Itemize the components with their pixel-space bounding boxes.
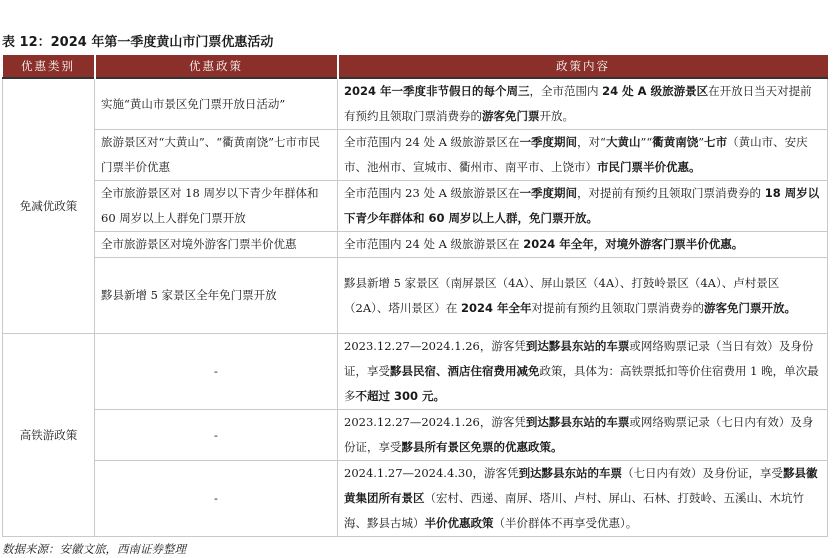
content-cell xyxy=(338,461,828,537)
body-text: 全市范围内 24 处 A 级旅游景区在 xyxy=(344,135,520,149)
body-text: （宏村、西递、南屏、塔川、卢村、屏山、石林、打鼓岭、五溪山、木坑竹海、黟县古城） xyxy=(344,491,804,530)
data-source-note: 数据来源：安徽文旅，西南证券整理 xyxy=(2,542,186,556)
table-row xyxy=(3,181,828,232)
emphasis-text: 黟县民宿、酒店住宿费用减免 xyxy=(390,364,540,378)
body-text: （七日内有效）及身份证，享受 xyxy=(622,466,784,480)
body-text: ，全市范围内 xyxy=(529,84,603,98)
policy-cell: 黟县新增 5 家景区全年免门票开放 xyxy=(95,258,338,334)
body-text: （半价群体不再享受优惠）。 xyxy=(493,516,638,530)
emphasis-text: 游客免门票开放。 xyxy=(704,300,797,315)
emphasis-text: 黟县徽黄集团所有景区 xyxy=(344,466,818,505)
emphasis-text: 市民门票半价优惠。 xyxy=(597,160,701,174)
body-text: 对提前有预约且领取门票消费券的 xyxy=(531,300,705,315)
content-cell xyxy=(338,258,828,334)
body-text: 黟县新增 5 家景区（南屏景区（4A）、屏山景区（4A）、打鼓岭景区（4A）、卢村景区（2A）、塔川景区）在 xyxy=(344,275,780,315)
table-row xyxy=(3,461,828,537)
policy-cell: 全市旅游景区对境外游客门票半价优惠 xyxy=(95,232,338,258)
category-cell: 免减优政策 xyxy=(3,78,95,334)
emphasis-text: 一季度期间 xyxy=(519,186,578,200)
policy-cell: - xyxy=(95,410,338,461)
emphasis-text: 18 周岁以下青少年群体和 60 周岁以上人群，免门票开放。 xyxy=(344,186,820,225)
table-row xyxy=(3,232,828,258)
policy-cell: - xyxy=(95,334,338,410)
table-row xyxy=(3,410,828,461)
emphasis-text: 黟县所有景区免票的优惠政策。 xyxy=(401,440,563,454)
category-cell: 高铁游政策 xyxy=(3,334,95,537)
emphasis-text: 到达黟县东站的车票 xyxy=(525,415,630,429)
body-text: 2023.12.27—2024.1.26，游客凭 xyxy=(344,339,526,353)
emphasis-text: 2024 年全年，对境外游客门票半价优惠。 xyxy=(523,237,744,251)
content-cell xyxy=(338,334,828,410)
emphasis-text: 游客免门票 xyxy=(482,109,540,123)
header-category: 优惠类别 xyxy=(3,55,95,78)
emphasis-text: 衢黄南饶 xyxy=(652,135,699,149)
emphasis-text: 一季度期间 xyxy=(519,135,578,149)
table-header-row xyxy=(3,55,828,78)
policy-cell: - xyxy=(95,461,338,537)
policy-cell: 全市旅游景区对 18 周岁以下青少年群体和 60 周岁以上人群免门票开放 xyxy=(95,181,338,232)
body-text: （黄山市、安庆市、池州市、宣城市、衢州市、南平市、上饶市） xyxy=(344,135,808,174)
discount-policy-table xyxy=(2,55,828,537)
policy-cell: 实施“黄山市景区免门票开放日活动” xyxy=(95,78,338,130)
table-row xyxy=(3,78,828,130)
emphasis-text: 到达黟县东站的车票 xyxy=(525,339,630,353)
body-text: 或网络购票记录（当日有效）及身份证，享受 xyxy=(344,339,814,378)
content-cell xyxy=(338,78,828,130)
emphasis-text: 不超过 300 元。 xyxy=(355,389,446,403)
content-cell xyxy=(338,410,828,461)
body-text: ”“ xyxy=(640,135,653,149)
body-text: 开放。 xyxy=(539,109,574,123)
header-content: 政策内容 xyxy=(338,55,828,78)
body-text: 在开放日当天对提前有预约且领取门票消费券的 xyxy=(344,84,812,123)
policy-cell: 旅游景区对“大黄山”、“衢黄南饶”七市市民门票半价优惠 xyxy=(95,130,338,181)
body-text: 全市范围内 24 处 A 级旅游景区在 xyxy=(344,237,524,251)
table-row xyxy=(3,130,828,181)
body-text: 或网络购票记录（七日内有效）及身份证，享受 xyxy=(344,415,814,454)
emphasis-text: 2024 年全年 xyxy=(461,300,532,315)
body-text: ” xyxy=(698,135,705,149)
table-row xyxy=(3,258,828,334)
emphasis-text: 2024 年一季度非节假日的每个周三 xyxy=(344,84,530,98)
table-caption: 表 12：2024 年第一季度黄山市门票优惠活动 xyxy=(2,35,274,50)
emphasis-text: 大黄山 xyxy=(605,135,641,149)
emphasis-text: 半价优惠政策 xyxy=(424,516,494,530)
body-text: ，对提前有预约且领取门票消费券的 xyxy=(577,186,765,200)
body-text: 2024.1.27—2024.4.30，游客凭 xyxy=(344,466,519,480)
body-text: ，对“ xyxy=(577,135,606,149)
body-text: 全市范围内 23 处 A 级旅游景区在 xyxy=(344,186,520,200)
emphasis-text: 七市 xyxy=(704,135,728,149)
body-text: 2023.12.27—2024.1.26，游客凭 xyxy=(344,415,526,429)
emphasis-text: 到达黟县东站的车票 xyxy=(518,466,623,480)
content-cell xyxy=(338,130,828,181)
content-cell xyxy=(338,181,828,232)
table-row xyxy=(3,334,828,410)
body-text: 政策，具体为：高铁票抵扣等价住宿费用 1 晚，单次最多 xyxy=(344,364,819,403)
emphasis-text: 24 处 A 级旅游景区 xyxy=(602,84,709,98)
header-policy: 优惠政策 xyxy=(95,55,338,78)
content-cell xyxy=(338,232,828,258)
